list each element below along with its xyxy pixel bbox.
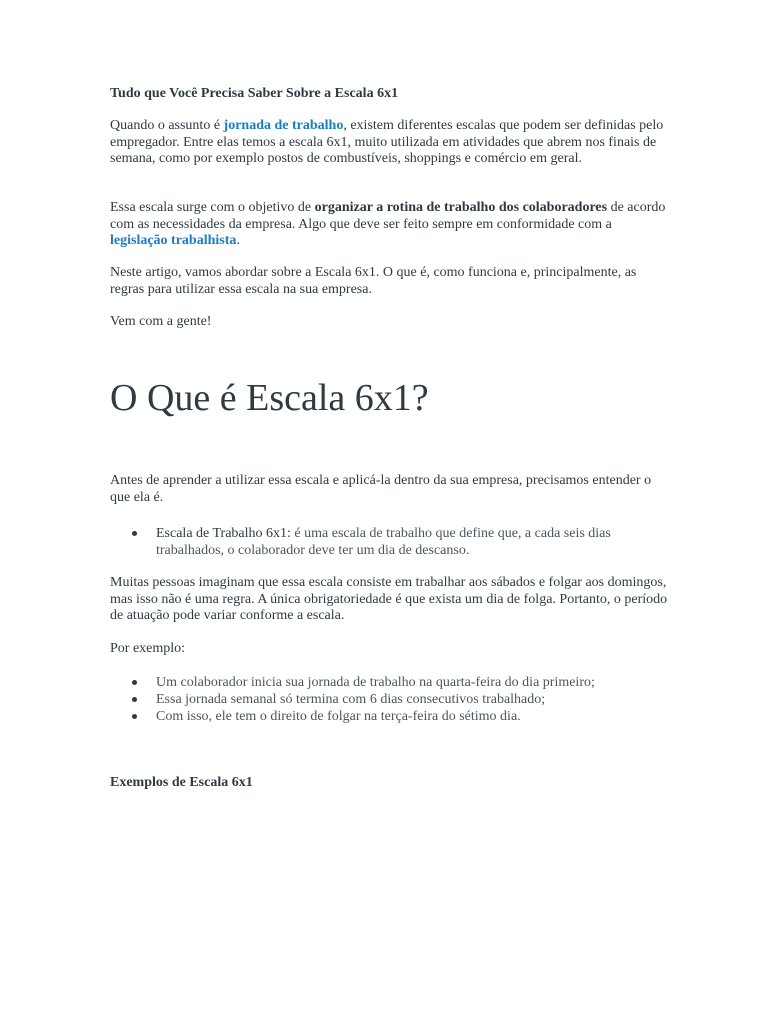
definition-item [110, 525, 670, 559]
list-item [110, 691, 670, 708]
intro-paragraph-1 [110, 118, 670, 168]
intro-p2-start: Essa escala surge com o objetivo de [110, 200, 315, 215]
definition-text: é uma escala de trabalho que define que, a cada seis dias trabalhados, o colaborador deve ter um dia de descanso. [156, 526, 611, 558]
article-title: Tudo que Você Precisa Saber Sobre a Escala 6x1 [110, 86, 399, 101]
link-legislacao-trabalhista[interactable]: legislação trabalhista [110, 233, 237, 248]
bullet-icon [132, 531, 137, 536]
section1-paragraph-1: Antes de aprender a utilizar essa escala e aplicá-la dentro da sua empresa, precisamos entender o que ela é. [110, 473, 652, 505]
intro-p1-start: Quando o assunto é [110, 118, 224, 133]
bullet-icon [132, 697, 137, 702]
list-item [110, 674, 670, 691]
link-jornada-de-trabalho[interactable]: jornada de trabalho [223, 118, 344, 133]
list-item [110, 708, 670, 725]
example-text: Essa jornada semanal só termina com 6 dias consecutivos trabalhado; [156, 692, 546, 707]
section1-paragraph-2: Muitas pessoas imaginam que essa escala consiste em trabalhar aos sábados e folgar aos domingos, mas isso não é uma regra. A única obrigatoriedade é que exista um dia de folga. Portanto, o período de atuação pode variar conforme a escala. [110, 575, 668, 623]
bullet-icon [132, 714, 137, 719]
intro-p2-end: . [236, 233, 240, 248]
intro-paragraph-2 [110, 200, 670, 250]
section-heading-o-que-e: O Que é Escala 6x1? [110, 377, 429, 419]
example-text: Um colaborador inicia sua jornada de trabalho na quarta-feira do dia primeiro; [156, 675, 595, 690]
intro-paragraph-4: Vem com a gente! [110, 314, 212, 329]
definition-term: Escala de Trabalho 6x1: [156, 526, 291, 541]
bullet-icon [132, 680, 137, 685]
intro-p2-middle: de acordo com as necessidades da empresa. Algo que deve ser feito sempre em conformidade com a [110, 200, 666, 232]
intro-paragraph-3: Neste artigo, vamos abordar sobre a Escala 6x1. O que é, como funciona e, principalmente, as regras para utilizar essa escala na sua empresa. [110, 265, 637, 297]
section1-paragraph-3: Por exemplo: [110, 641, 186, 656]
examples-list [110, 674, 670, 725]
example-text: Com isso, ele tem o direito de folgar na terça-feira do sétimo dia. [156, 709, 521, 724]
intro-p2-strong: organizar a rotina de trabalho dos colaboradores [314, 200, 608, 215]
section-heading-exemplos: Exemplos de Escala 6x1 [110, 775, 253, 790]
definition-list [110, 525, 670, 559]
intro-p1-end: , existem diferentes escalas que podem ser definidas pelo empregador. Entre elas temos a escala 6x1, muito utilizada em atividades que abrem nos finais de semana, como por exemplo postos de combustíveis, shoppings e comércio em geral. [110, 118, 664, 166]
